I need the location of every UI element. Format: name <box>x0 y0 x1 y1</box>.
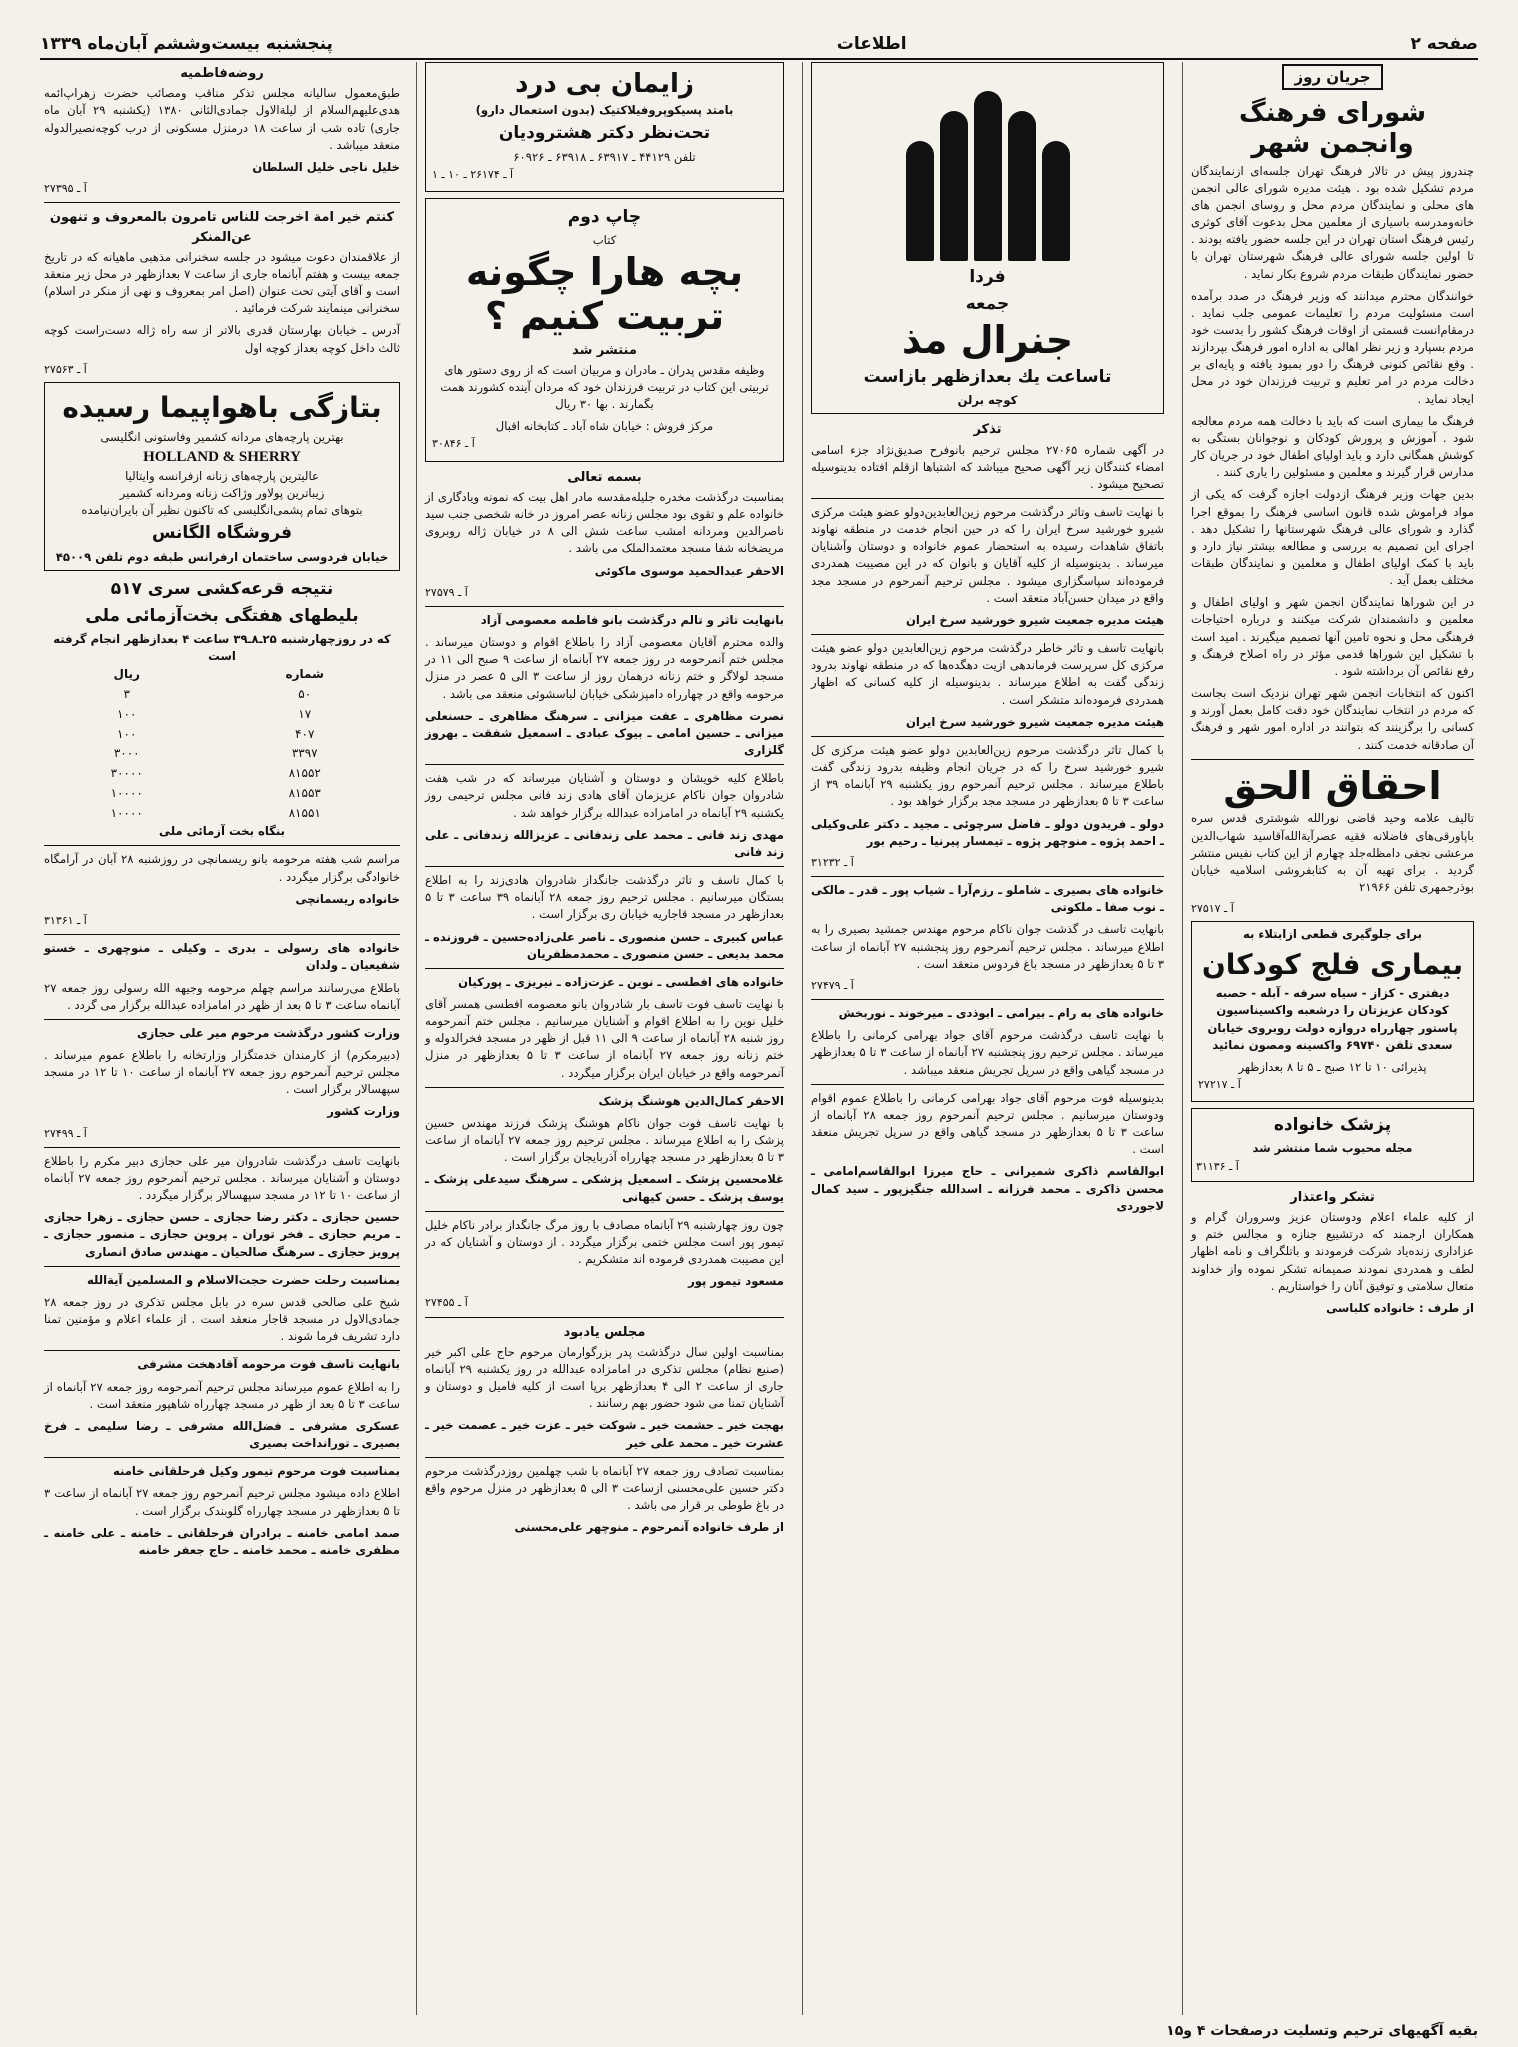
lottery-title: نتیجه قرعه‌کشی سری ۵۱۷ <box>110 578 334 599</box>
obituary-names: بهجت خیر ـ حشمت خیر ـ شوکت خیر ـ عزت خیر ـ عصمت خیر ـ عشرت خیر ـ محمد علی خیر <box>425 1418 784 1450</box>
lecture-ad-text: از علاقمندان دعوت میشود در جلسه سخنرانی مذهبی ماهیانه که در تاریخ جمعه بیست و هفتم آبانماه جاری از ساعت ۷ بعدازظهر در محل زیر منعقد است و آقای آیتی تحت عنوان (اصل امر بمعروف و نهی از منکر در اسلام) سخنرانی مینمایند شرکت فرمائید . <box>44 249 400 316</box>
obituary-text: بانهایت تاسف درگذشت شادروان میر علی حجازی دبیر مکرم را باطلاع دوستان و آشنایان میرساند . مجلس ترحیم آنمرحوم روز جمعه ۲۷ آبانماه از ساعت ۱۰ تا ۱۲ در مسجد سپهسالار برگزار میگردد . <box>44 1153 400 1203</box>
fabric-ad-line: بتوهای تمام پشمی‌انگلیسی که تاکنون نظیر آن بایران‌نیامده <box>81 503 363 518</box>
store-ad-address: کوچه برلن <box>957 393 1018 408</box>
lottery-row <box>44 744 400 764</box>
masthead <box>40 30 1478 60</box>
obituary-heading: بمناسبت رحلت حضرت حجت‌الاسلام و المسلمین آیةالله <box>86 1272 400 1287</box>
obituary-heading: خانواده های به رام ـ بیرامی ـ ابوذدی ـ میرخوند ـ نوربخش <box>838 1006 1164 1021</box>
obituary-text: بدینوسیله فوت مرحوم آقای جواد بهرامی کرمانی را باطلاع عموم اقوام ودوستان میرسانیم . مجلس ترحیم آنمرحوم روز جمعه ۲۸ آبانماه از ساعت ۳ تا ۵ بعدازظهر در مسجد گیاهی واقع در سرپل تجریش منعقد است . <box>811 1090 1164 1157</box>
obituary-text: باطلاع می‌رسانند مراسم چهلم مرحومه وجیهه الله رسولی روز جمعه ۲۷ آبانماه ساعت ۳ تا ۵ بعد از ظهر در امامزاده عبدالله برگزار می گردد . <box>44 980 400 1012</box>
obituary-text: بمناسبت تصادف روز جمعه ۲۷ آبانماه با شب چهلمین روزدرگذشت مرحوم دکتر حسین علی‌محسنی ازساعت ۳ الی ۵ بعدازظهر در منزل مرحوم واقع در باغ طوطی بر قرار می باشد . <box>425 1463 785 1513</box>
ad-reference: آ ـ ۲۷۲۱۷ <box>1198 1077 1241 1091</box>
obituary-text: والده محترم آقایان معصومی آزاد را باطلاع اقوام و دوستان میرساند . مجلس ختم آنمرحومه در روز جمعه ۲۷ آبانماه از ساعت ۹ صبح الی ۱۱ در مسجد لولاگر و ختم زنانه درهمان روز از ساعت ۳ الی ۵ عصر در منزل مرحومه واقع در چهارراه دامپزشکی خیابان لباسشوئی منعقد می باشد . <box>425 635 784 701</box>
clinic-ad-subtitle: بامتد پسیکوپروفیلاکتیک (بدون استعمال دارو) <box>475 103 734 118</box>
vaccine-ad-title: بیماری فلج کودکان <box>1201 947 1464 981</box>
obituary-heading: بانهایت تاثر و تالم درگذشت بانو فاطمه معصومی آزاد <box>480 613 784 628</box>
lecture-ad-title: کنتم خیر امة اخرجت للناس تامرون بالمعروف و تنهون عن‌المنکر <box>49 210 395 245</box>
lottery-number: ۱۷ <box>298 706 312 721</box>
magazine-title: پزشک خانواده <box>1273 1115 1392 1136</box>
obituary-heading: خانواده های بصیری ـ شاملو ـ رزم‌آرا ـ شیاب پور ـ قدر ـ مالکی ـ نوب صفا ـ ملکوتی <box>811 883 1164 915</box>
ad-reference: آ ـ ۲۷۳۹۵ <box>44 182 87 196</box>
magazine-text: مجله محبوب شما منتشر شد <box>1252 1141 1413 1156</box>
ad-reference: آ ـ ۲۷۵۷۹ <box>425 585 468 599</box>
obituary-names: عباس کبیری ـ حسن منصوری ـ ناصر علی‌زاده‌حسین ـ فروزنده ـ محمد بدیعی ـ حسن منصوری ـ محمدمظفریان <box>425 929 784 961</box>
fabric-ad-line: عالیترین پارچه‌های زنانه ازفرانسه وایتالیا <box>125 468 319 483</box>
article-paragraph: بدین جهات وزیر فرهنگ ازدولت اجازه گرفت که یکی از مواد فراموش شده قانون اساسی فرهنگ را بموقع اجرا گذارد و شورای عالی فرهنگ شهرستانها را تشکیل دهد . اجرای این تصمیم به بررسی و مطالعه بیشتر نیاز دارد و باید با کمک اولیای اطفال و معلمین و نمایندگان طبقات مختلف بعمل آید . <box>1191 487 1474 588</box>
obituary-signature: هیئت مدیره جمعیت شیرو خورشید سرخ ایران <box>905 612 1164 627</box>
lottery-row <box>44 685 400 705</box>
article-title: شورای فرهنگ وانجمن شهر <box>1238 98 1427 160</box>
lottery-prize: ۳۰۰۰ <box>113 746 140 761</box>
article-paragraph: خوانندگان محترم میدانند که وزیر فرهنگ در صدد برآمده است مسئولیت مردم را تعلیمات عمومی جلب نماید . درمقام‌انست قسمتی از اوقات فرهنگ کشور را بدست خود مردم بسپارد و زیر نظر اهالی به اداره امور فرهنگ بپردازند . وقع نقائص کنونی فرهنگ را دور بمبود یافته و پایه‌ای بر دخالت مردم در امر تعلیم و تربیت فرزندان خود در محل ایجاد نماید . <box>1191 288 1474 406</box>
column-announcements-c <box>36 62 408 2015</box>
notice-title: تذکر <box>973 422 1002 438</box>
article-paragraph: فرهنگ ما بیماری است که باید با دخالت همه مردم معالجه شود . آموزش و پرورش کودکان و نوجوانان بستگی به کوشش همگانی دارد و باید اولیای اطفال خود در جریان کار مدارس قرار گیرند و معلمین و مسئولین را یاری کنند . <box>1191 413 1474 480</box>
ad-reference: آ ـ ۲۷۴۹۹ <box>44 1126 87 1140</box>
obituary-names: غلامحسین پزشک ـ اسمعیل پزشکی ـ سرهنگ سیدعلی پزشک ـ یوسف پزشک ـ حسن کیهانی <box>425 1172 784 1204</box>
obituary-signature: هیئت مدیره جمعیت شیرو خورشید سرخ ایران <box>905 714 1164 729</box>
lottery-number: ۳۳۹۷ <box>291 746 318 761</box>
book-ad <box>425 198 784 462</box>
obituary-text: با نهایت تاسف فوت جوان ناکام هوشنگ پزشک فرزند مهندس حسین پزشک را به اطلاع میرساند . مجلس ترحیم روز جمعه ۲۷ آبانماه از ساعت ۳ تا ۵ بعدازظهر در مسجد چهارراه آذربایجان برگزار است . <box>425 1115 784 1165</box>
paper-name: اطلاعات <box>836 34 907 54</box>
obituary-signature: وزارت کشور <box>327 1104 400 1119</box>
column-announcements-a <box>802 62 1172 2015</box>
obituary-names: صمد امامی خامنه ـ برادران فرحلقانی ـ خامنه ـ علی خامنه ـ مظفری خامنه ـ محمد خامنه ـ حاج جعفر خامنه <box>44 1525 400 1557</box>
obituary-heading: وزارت کشور درگذشت مرحوم میر علی حجازی <box>137 1025 400 1040</box>
obituary-text: با نهایت تاسف درگذشت مرحوم آقای جواد بهرامی کرمانی را باطلاع میرساند . مجلس ترحیم روز پنجشنبه ۲۷ آبانماه از ساعت ۳ تا ۵ بعدازظهر در مسجد گیاهی واقع در سرپل تجریش منعقد میباشد . <box>811 1028 1164 1077</box>
continued-notice: بقیه آگهیهای ترحیم وتسلیت درصفحات ۴ و۱۵ <box>1166 2023 1478 2039</box>
obituary-text: با کمال تاثر درگذشت مرحوم زین‌العابدین دولو عضو هیئت مرکزی کل شیرو خورشید سرخ را که در جریان انجام وظیفه بدرود زندگی گفت باطلاع میرساند . مجلس ترحیم آنمرحوم روز یکشنبه ۲۹ آبانماه ۳۹ از ساعت ۳ تا ۵ بعدازظهر در مسجد مجد برگزار خواهد بود . <box>811 742 1164 809</box>
obituary-text: بمناسبت اولین سال درگذشت پدر بزرگوارمان مرحوم حاج علی اکبر خیر (صنیع نظام) مجلس تذکری در امامزاده عبدالله در روز یکشنبه ۲۹ آبانماه جاری از ساعت ۲ الی ۴ بعدازظهر برپا است از کلیه فامیل و دوستان و آشنایان تمنا می شود حضور بهم رسانند . <box>425 1344 784 1411</box>
religious-ad-text: طبق‌معمول سالیانه مجلس تذکر مناقب ومصائب حضرت زهراپ‌ائمه هدی‌علیهم‌السلام از لیلةالاول جمادی‌الثانی ۱۳۸۰ (یکشنبه ۲۹ آبان ماه جاری) تاده شب از ساعت ۱۸ درمنزل مسکونی از درب کوچه‌نصیرالدوله منعقد میباشد . <box>44 86 400 152</box>
fabric-ad-address: خیابان فردوسی ساختمان ارفرانس طبقه دوم تلفن ۴۵۰۰۹ <box>55 549 389 564</box>
memorial-title: مجلس یادبود <box>563 1324 646 1340</box>
lottery-prize: ۳۰۰۰۰ <box>110 766 143 781</box>
thanks-text: از کلیه علماء اعلام ودوستان عزیز وسروران گرام و همکاران ارجمند که درتشییع جنازه و مجالس ختم و عزاداری زنده‌یاد شرکت فرمودند و باتلگراف و نامه اظهار لطف و همدردی نمودند صمیمانه تشکر نموده واز خداوند متعال سلامتی و توفیق آنان را خواستاریم . <box>1191 1210 1474 1293</box>
store-ad-title: جنرال مذ <box>901 318 1074 363</box>
obituary-text: باطلاع کلیه خویشان و دوستان و آشنایان میرساند که در شب هفت شادروان جوان ناکام عزیزمان آقای هادی زند فانی مجلس ترحیمی روز یکشنبه ۲۹ آبانماه در امامزاده عبدالله برگزار خواهد شد . <box>425 771 784 820</box>
article-paragraph: در این شوراها نمایندگان انجمن شهر و اولیای اطفال و معلمین و دانشمندان شرکت میکنند و درباره احتیاجات فرهنگی محل و نحوه تامین آنها تصمیم میگیرند . امید است با تشکیل این شوراها قدمی مؤثر در راه اصلاح فرهنگ و رفع نقائص آن برداشته شود . <box>1191 595 1474 678</box>
fabric-store-ad <box>44 382 400 571</box>
obituary-names: عسکری مشرفی ـ فضل‌الله مشرفی ـ رضا سلیمی ـ فرخ بصیری ـ تورانداخت بصیری <box>44 1418 400 1451</box>
obituary-signature: خانواده ریسمانچی <box>295 891 400 906</box>
notice-text: در آگهی شماره ۲۷۰۶۵ مجلس ترحیم بانوفرح صدیق‌نژاد جزء اسامی امضاء کنندگان زیر آگهی صحیح میباشد که اشتباها ازقلم افتاده بدینوسیله تصحیح میشود . <box>811 442 1164 491</box>
clinic-ad-phone: تلفن ۴۴۱۲۹ ـ ۶۳۹۱۷ ـ ۶۳۹۱۸ ـ ۶۰۹۲۶ <box>513 149 696 164</box>
book-ad-title: احقاق الحق <box>1223 763 1442 808</box>
vaccine-ad-pre: برای جلوگیری قطعی ازابتلاء به <box>1243 927 1422 942</box>
fabric-ad-title: بتازگی باهواپیما رسیده <box>62 390 382 424</box>
women-figures-illustration <box>818 71 1157 261</box>
ad-reference: آ ـ ۲۷۴۵۵ <box>425 1296 468 1310</box>
clinic-ad <box>425 62 784 192</box>
book-ad-text: تالیف علامه وحید قاضی نورالله شوشتری قدس سره باپاورقی‌های فاضلانه فقیه عصرآیةالله‌آقاسید شهاب‌الدین مرعشی نجفی دامظله‌جلد چهارم از این کتاب نفیس منتشر گردید . برای تهیه آن به کتابفروشی اسلامیه خیابان بوذرجمهری تلفن ۲۱۹۶۶ <box>1191 811 1474 895</box>
obituary-text: (دبیرمکرم) از کارمندان خدمتگزار وزارتخانه را باطلاع عموم میرساند . مجلس ترحیم آنمرحوم روز جمعه ۲۷ آبانماه از ساعت ۱۰ تا ۱۲ در مسجد سپهسالار برگزار است . <box>44 1047 400 1097</box>
article-paragraph: اکنون که انتخابات انجمن شهر تهران نزدیک است بجاست که مردم در انتخاب نمایندگان خود دقت کامل بعمل آورند و کسانی را برگزینند که بتوانند در اداره امور شهر و فرهنگ آن صادقانه خدمت کنند . <box>1191 686 1474 752</box>
obituary-signature: الاحقر عبدالحمید موسوی ماکوئی <box>594 563 784 578</box>
clinic-ad-doctor: تحت‌نظر دکتر هشترودیان <box>498 123 711 144</box>
ad-reference: آ ـ ۲۷۴۷۹ <box>811 978 854 992</box>
obituary-text: مراسم شب هفته مرحومه بانو ریسمانچی در روزشنبه ۲۸ آبان در آرامگاه خانوادگی برگزار میگردد . <box>44 852 400 884</box>
obituary-text: شیخ علی صالحی قدس سره در بابل مجلس تذکری در روز جمعه ۲۸ جمادی‌الاول در مسجد قاجار منعقد است . از علماء اعلام و مؤمنین تمنا دارد تشریف فرما شوند . <box>44 1294 400 1344</box>
lottery-prize: ۱۰۰ <box>117 726 137 741</box>
obituary-text: چون روز چهارشنبه ۲۹ آبانماه مصادف با روز مرگ جانگداز برادر ناکام خلیل تیمور پور است مجلس ختمی برگزار میگردد . از دوستان و آشنایان که در این مصیبت همدردی فرموده اند متشکریم . <box>425 1217 784 1267</box>
lottery-row <box>44 764 400 784</box>
obituary-text: اطلاع داده میشود مجلس ترحیم آنمرحوم روز جمعه ۲۷ آبانماه از ساعت ۳ تا ۵ بعدازظهر در مسجد چهارراه گلوبندک برگزار است . <box>44 1486 400 1518</box>
ad-reference: آ ـ ۲۶۱۷۴ ـ ۱۰ ـ ۱ <box>432 167 514 181</box>
lottery-row <box>44 725 400 745</box>
lottery-table <box>44 665 400 823</box>
obituary-names: ابوالقاسم ذاکری شمیرانی ـ حاج میرزا ابوالقاسم‌امامی ـ محسن ذاکری ـ محمد فرزانه ـ اسدالله جنگیزپور ـ سید کمال لاجوردی <box>811 1164 1164 1213</box>
book-text: وظیفه مقدس پدران ـ مادران و مربیان است که از روی دستور های تربیتی این کتاب در تربیت فرزندان خود که مردان آینده کشورند همت بگمارند . بها ۳۰ ریال <box>440 362 769 412</box>
obituary-text: با نهایت تاسف فوت تاسف بار شادروان بانو معصومه افطسی همسر آقای خلیل نوین را به اطلاع اقوام و آشنایان میرسانیم . مجلس ختم آنمرحومه روز شنبه ۲۸ آبانماه از ساعت ۹ الی ۱۱ قبل از ظهر در مسجد فخرالدوله و ختم زنانه روز جمعه ۲۷ آبانماه از ساعت ۳ تا ۵ بعدازظهر در منزل آنمرحومه واقع در خیابان ایران برگزار میگردد . <box>425 996 784 1080</box>
obituary-heading: بمناسبت فوت مرحوم تیمور وکیل فرحلقانی خامنه <box>112 1464 400 1479</box>
lottery-subtitle: بلیطهای هفتگی بخت‌آزمائی ملی <box>85 605 359 626</box>
lottery-header: ریال <box>113 667 140 682</box>
fabric-ad-line: زیباترین پولاور وژاکت زنانه ومردانه کشمیر <box>119 486 325 501</box>
book-label: کتاب <box>592 233 617 248</box>
page-number: صفحه ۲ <box>1410 34 1478 54</box>
fabric-ad-line: بهترین پارچه‌های مردانه کشمیر وفاستونی انگلیسی <box>100 429 344 444</box>
vaccine-ad-text: دیفتری - کزاز - سیاه سرفه - آبله - حصبه کودکان عزیزتان را درشعبه واکسیناسیون پاستور چهارراه دروازه دولت روبروی خیابان سعدی تلفن ۶۹۷۴۰ واکسینه ومصون نمائید <box>1207 986 1458 1052</box>
column-news <box>1182 62 1482 2015</box>
obituary-names: نصرت مظاهری ـ عفت میزانی ـ سرهنگ مظاهری ـ حسنعلی میزانی ـ حسین امامی ـ بیوک عبادی ـ اسمعیل شفقت ـ بهروز گلزاری <box>425 708 784 758</box>
column-announcements-b <box>416 62 792 2015</box>
ad-reference: آ ـ ۳۰۸۴۶ <box>432 437 475 451</box>
article-paragraph: چندروز پیش در تالار فرهنگ تهران جلسه‌ای ازنمایندگان مردم تشکیل شده بود . هیئت مدیره شورای عالی انجمن های محلی و نمایندگان مردم محل و روسای انجمن های خانه‌ومدرسه باسیاری از معلمین محل بدعوت آقای کوثری رئیس فرهنگ استان تهران در این جلسه حضور یافته بودند . تا اولین جلسه شورای عالی فرهنگ شهرستان تهران با حضور نمایندگان طبقات مردم شروع بکار نماید . <box>1191 163 1474 281</box>
lottery-number: ۵۰ <box>298 687 312 702</box>
lottery-description: که در روزچهارشنبه ۲۵ـ۸ـ۳۹ ساعت ۴ بعدازظهر انجام گرفته است <box>53 631 391 664</box>
issue-date: پنجشنبه بیست‌وششم آبان‌ماه ۱۳۳۹ <box>40 34 333 54</box>
book-title: بچه هارا چگونه تربیت کنیم ؟ <box>465 250 744 338</box>
store-ad-hours: تاساعت یك بعدازظهر بازاست <box>863 367 1112 387</box>
obituary-heading: خانواده های رسولی ـ بدری ـ وکیلی ـ منوچهری ـ خستو شفیعیان ـ ولدان <box>44 941 400 973</box>
magazine-ad <box>1191 1108 1474 1182</box>
fabric-ad-brand: HOLLAND & SHERRY <box>143 448 301 465</box>
lecture-ad-address: آدرس ـ خیابان بهارستان قدری بالاتر از سه راه ژاله دست‌راست کوچه ثالث داخل کوچه بعداز کوچه اول <box>44 323 400 355</box>
obituary-names: دولو ـ فریدون دولو ـ فاضل سرچوئی ـ مجید ـ دکتر علی‌وکیلی ـ احمد پژوه ـ منوچهر پژوه ـ تیمسار پیرنیا ـ رحیم بور <box>811 816 1164 848</box>
lottery-header-row <box>44 665 400 685</box>
lottery-prize: ۱۰۰۰۰ <box>110 785 143 800</box>
obituary-signature: از طرف خانواده آنمرحوم ـ منوچهر علی‌محسنی <box>514 1520 784 1535</box>
obituary-heading: بانهایت تاسف فوت مرحومه آقادهخت مشرفی <box>137 1357 400 1372</box>
ad-reference: آ ـ ۲۷۵۱۷ <box>1191 902 1234 916</box>
lottery-number: ۴۰۷ <box>295 726 315 741</box>
obituary-signature: مسعود تیمور پور <box>688 1274 784 1289</box>
clinic-ad-title: زایمان بی درد <box>515 69 694 99</box>
lottery-row <box>44 784 400 804</box>
vaccine-ad <box>1191 921 1474 1102</box>
obituary-names: حسین حجازی ـ دکتر رضا حجازی ـ حسن حجازی ـ زهرا حجازی ـ مریم حجازی ـ فخر توران ـ پروین حجازی ـ منصور حجازی ـ پرویز حجازی ـ سرهنگ صالحیان ـ مهندس صادق انصاری <box>44 1210 400 1259</box>
lottery-signature: بنگاه بخت آزمائی ملی <box>158 824 286 839</box>
ad-reference: آ ـ ۳۱۱۳۶ <box>1196 1159 1239 1173</box>
thanks-title: تشکر واعتذار <box>1290 1189 1375 1205</box>
obituary-text: را به اطلاع عموم میرساند مجلس ترحیم آنمرحومه روز جمعه ۲۷ آبانماه از ساعت ۳ تا ۵ بعد از ظهر در مسجد چهارراه شاهپور منعقد است . <box>44 1379 400 1411</box>
obituary-text: با کمال تاسف و تاثر درگذشت جانگداز شادروان هادی‌زند را به اطلاع بستگان میرسانیم . مجلس ترحیم روز جمعه ۲۸ آبانماه ۳۹ ساعت ۳ تا ۵ بعدازظهر در مسجد قاجاریه خیابان ری برگزار است . <box>425 873 785 922</box>
lottery-row <box>44 705 400 725</box>
lottery-row <box>44 804 400 824</box>
ad-reference: آ ـ ۳۱۳۶۱ <box>44 913 87 927</box>
book-status: منتشر شد <box>572 342 637 358</box>
lottery-number: ۸۱۵۵۱ <box>288 805 321 820</box>
religious-ad-title: روضه‌فاطمیه <box>180 66 264 81</box>
vaccine-ad-hours: پذیرائی ۱۰ تا ۱۲ صبح ـ ۵ تا ۸ بعدازظهر <box>1238 1059 1427 1074</box>
fabric-ad-store-name: فروشگاه الگانس <box>151 523 293 544</box>
obituary-text: بانهایت تاسف و تاثر خاطر درگذشت مرحوم زین‌العابدین دولو عضو هیئت مرکزی کل سرپرست فرماندهی ازیت دهگده‌ها که در منطقه نهاوند بدرود زندگی گفت به اطلاع میرساند . بدینوسیله از کلیه کسانی که اظهار همدردی فرموده‌اند متشکر است . <box>811 641 1164 707</box>
obituary-text: بانهایت تاسف در گذشت جوان ناکام مرحوم مهندس جمشید بصیری را به اطلاع میرساند . مجلس ترحیم آنمرحوم روز پنجشنبه ۲۷ آبانماه از ساعت ۳ تا ۵ بعدازظهر در مسجد باغ فردوس منعقد است . <box>811 922 1164 971</box>
store-ad-label: فردا <box>969 267 1006 287</box>
lottery-prize: ۳ <box>123 687 130 702</box>
obituary-heading: الاحقر کمال‌الدین هوشنگ پزشک <box>598 1093 784 1108</box>
store-ad <box>811 62 1164 414</box>
store-ad-day: جمعه <box>965 294 1010 315</box>
ad-reference: آ ـ ۳۱۲۳۲ <box>811 855 854 869</box>
lottery-prize: ۱۰۰۰۰ <box>110 805 143 820</box>
obituary-title: بسمه تعالی <box>567 469 642 485</box>
section-tag: جریان روز <box>1282 64 1382 90</box>
book-store: مرکز فروش : خیابان شاه آباد ـ کتابخانه اقبال <box>495 419 714 434</box>
lottery-prize: ۱۰۰ <box>117 706 137 721</box>
religious-ad-signature: خلیل ناجی خلیل السلطان <box>252 159 400 174</box>
obituary-text: با نهایت تاسف وتاثر درگذشت مرحوم زین‌العابدین‌دولو عضو هیئت مرکزی شیرو خورشید سرخ ایران را که در حین انجام خدمت در منطقه نهاوند باتفاق شاهدات رسیده به استحضار عموم خانواده و دوستان وآشنایان میرساند . بدینوسیله از کلیه آقایان و بانوان که در این مصیبت همدردی فرموده‌اند سپاسگزاری میشود . مجلس ترحیم آنمرحوم در مسجد مجد واقع در میدان حسن‌آباد منعقد است . <box>811 505 1164 605</box>
book-edition: چاپ دوم <box>567 206 642 227</box>
obituary-heading: خانواده های افطسی ـ نوین ـ عزت‌زاده ـ نیریزی ـ پورکیان <box>458 974 784 989</box>
thanks-names: از طرف : خانواده کلباسی <box>1326 1300 1474 1315</box>
obituary-text: بمناسبت درگذشت مخدره جلیله‌مقدسه مادر اهل بیت که نمونه ویادگاری از خانواده علم و تقوی بود مجلس زنانه عصر امروز در خانه شخصی جنب سید ناصرالدین ومردانه امشب ساعت شش الی ۸ در خیابان ژاله روبروی مریضخانه شفا مسجد معتمدالملک می باشد . <box>425 489 784 556</box>
ad-reference: آ ـ ۲۷۵۶۳ <box>44 362 87 376</box>
lottery-header: شماره <box>285 667 324 682</box>
lottery-number: ۸۱۵۵۲ <box>288 766 321 781</box>
obituary-names: مهدی زند فانی ـ محمد علی زندفانی ـ عزیزالله زندفانی ـ علی زند فانی <box>425 827 784 859</box>
lottery-number: ۸۱۵۵۳ <box>288 785 321 800</box>
